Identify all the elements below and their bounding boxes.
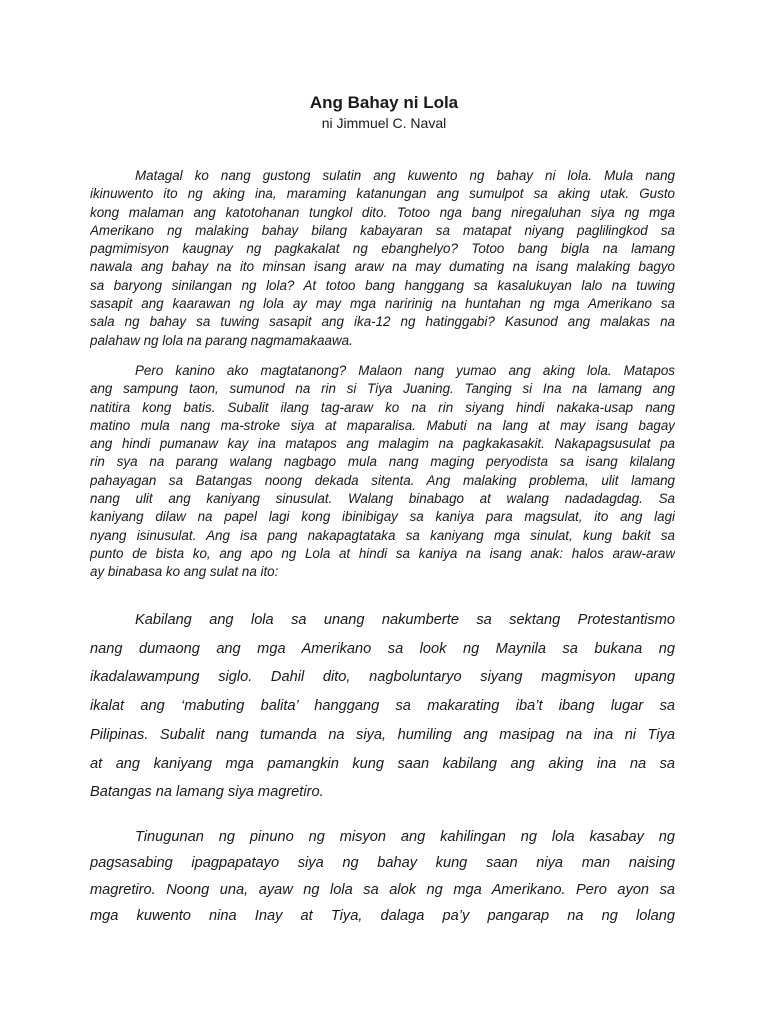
paragraph-line: Batangas na lamang siya magretiro. — [90, 784, 324, 801]
paragraph-line: natitira kong batis. Subalit ilang tag-araw ko na rin siyang hindi nakaka-usap nang — [90, 399, 675, 415]
paragraph-line: Tinugunan ng pinuno ng misyon ang kahilingan ng lola kasabay ng — [135, 829, 675, 845]
paragraph-4 — [90, 824, 675, 930]
paragraph-line: Kabilang ang lola sa unang nakumberte sa sektang Protestantismo — [135, 612, 675, 628]
paragraph-line: kaniyang dilaw na papel lagi kong ibinibigay sa kaniya para magsulat, ito ang lagi — [90, 509, 675, 525]
paragraph-line: mga kuwento nina Inay at Tiya, dalaga pa’y pangarap na ng lolang — [90, 908, 675, 925]
paragraph-line: palahaw ng lola na parang nagmamakaawa. — [90, 332, 353, 348]
paragraph-line: ay binabasa ko ang sulat na ito: — [90, 564, 279, 580]
paragraph-line: at ang kaniyang mga pamangkin kung saan kabilang ang aking ina na sa — [90, 755, 675, 772]
paragraph-line: pagmimisyon kaugnay ng pagkakalat ng ebanghelyo? Totoo bang bigla na lamang — [90, 241, 675, 257]
paragraph-line: sala ng bahay sa tuwing sasapit ang ika-12 ng hatinggabi? Kasunod ang malakas na — [90, 314, 675, 330]
paragraph-line: Amerikano ng malaking bahay bilang kabayaran sa matapat niyang paglilingkod sa — [90, 222, 675, 238]
paragraph-line: rin sya na parang walang nagbago mula nang maging peryodista sa isang kilalang — [90, 454, 675, 470]
paragraph-line: pagsasabing ipagpapatayo siya ng bahay kung saan niya man naising — [90, 855, 675, 872]
paragraph-line: ikalat ang ‘mabuting balita’ hanggang sa makarating iba’t ibang lugar sa — [90, 698, 675, 715]
paragraph-line: sasapit ang kaarawan ng lola ay may mga naririnig na huntahan ng mga Amerikano sa — [90, 296, 675, 312]
paragraph-1 — [90, 167, 675, 350]
paragraph-line: punto de bista ko, ang apo ng Lola at hindi sa kaniya na isang anak: halos araw-araw — [90, 545, 675, 561]
paragraph-line: magretiro. Noong una, ayaw ng lola sa alok ng mga Amerikano. Pero ayon sa — [90, 881, 675, 898]
paragraph-line: pahayagan sa Batangas noong dekada sitenta. Ang malaking problema, ulit lamang — [90, 472, 675, 488]
paragraph-line: nang dumaong ang mga Amerikano sa look ng Maynila sa bukana ng — [90, 640, 675, 657]
paragraph-line: ikinuwento ito ng aking ina, maraming katanungan ang sumulpot sa aking utak. Gusto — [90, 186, 675, 202]
paragraph-2 — [90, 362, 675, 582]
paragraph-3 — [90, 606, 675, 807]
paragraph-line: ang sampung taon, sumunod na rin si Tiya Juaning. Tanging si Ina na lamang ang — [90, 381, 675, 397]
paragraph-line: nyang isinusulat. Ang isa pang nakapagtataka sa kaniyang mga sinulat, kung bakit sa — [90, 527, 675, 543]
paragraph-line: kong malaman ang katotohanan tungkol dito. Totoo nga bang niregaluhan siya ng mga — [90, 204, 675, 220]
paragraph-line: Pilipinas. Subalit nang tumanda na siya, humiling ang masipag na ina ni Tiya — [90, 726, 675, 743]
document-author: ni Jimmuel C. Naval — [321, 115, 447, 131]
paragraph-line: ikadalawampung siglo. Dahil dito, nagboluntaryo siyang magmisyon upang — [90, 669, 675, 686]
paragraph-line: ang hindi pumanaw kay ina matapos ang malagim na pagkakasakit. Nakapagsusulat pa — [90, 436, 675, 452]
paragraph-line: nawala ang bahay na ito minsan isang araw na may dumating na isang malaking bagyo — [90, 259, 675, 275]
paragraph-line: matino mula nang ma-stroke siya at maparalisa. Mabuti na lang at may isang bagay — [90, 417, 675, 433]
paragraph-line: Matagal ko nang gustong sulatin ang kuwento ng bahay ni lola. Mula nang — [135, 168, 675, 183]
document-title: Ang Bahay ni Lola — [309, 93, 459, 112]
paragraph-line: sa baryong sinilangan ng lola? At totoo bang hanggang sa kasalukuyan lalo na tuwing — [90, 277, 675, 293]
paragraph-line: Pero kanino ako magtatanong? Malaon nang yumao ang aking lola. Matapos — [135, 363, 675, 378]
paragraph-line: nang ulit ang kaniyang sinusulat. Walang binabago at walang nadadagdag. Sa — [90, 491, 675, 507]
